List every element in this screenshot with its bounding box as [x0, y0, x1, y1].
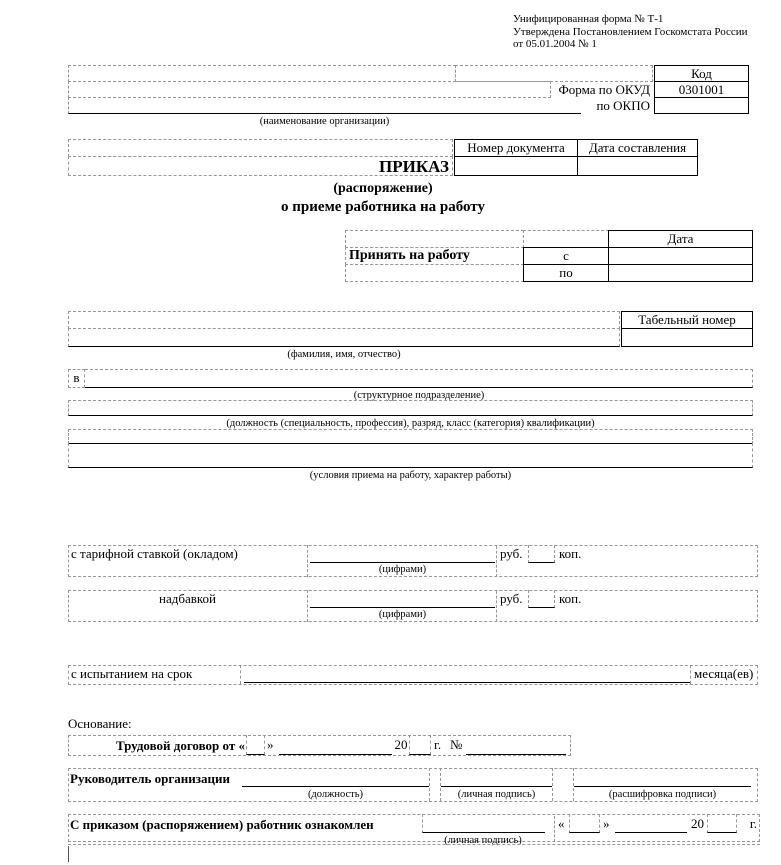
position-caption: (должность (специальность, профессия), разряд, класс (категория) квалификации) — [226, 418, 595, 429]
ack-year-field[interactable] — [707, 814, 737, 833]
okud-value-cell: 0301001 — [654, 81, 749, 98]
code-header-cell: Код — [654, 65, 749, 82]
form-approved-line: Утверждена Постановлением Госкомстата России — [513, 25, 748, 38]
allowance-digits-caption: (цифрами) — [378, 609, 427, 620]
conditions-caption: (условия приема на работу, характер работы) — [309, 470, 512, 481]
basis-day-field[interactable] — [246, 735, 265, 755]
head-label: Руководитель организации — [70, 771, 230, 786]
basis-title: Основание: — [68, 716, 132, 731]
basis-number-field[interactable] — [466, 735, 566, 755]
allowance-kop-label: коп. — [559, 591, 582, 606]
employee-name-cell-1[interactable] — [68, 311, 620, 329]
order-title: ПРИКАЗ — [379, 157, 449, 176]
probation-unit-label: месяца(ев) — [690, 665, 758, 684]
hire-date-header: Дата — [608, 230, 753, 248]
okpo-value-cell[interactable] — [654, 97, 749, 114]
tariff-amount-field[interactable] — [310, 545, 495, 563]
probation-label: с испытанием на срок — [68, 665, 241, 684]
okpo-label: по ОКПО — [596, 98, 650, 113]
unit-field[interactable] — [85, 369, 753, 388]
hire-label-cell — [345, 247, 524, 265]
unit-caption: (структурное подразделение) — [353, 390, 485, 401]
text-cursor-mark — [68, 846, 70, 862]
head-gap-cell-2 — [552, 768, 574, 801]
ack-day-field[interactable] — [569, 814, 600, 833]
basis-close-quote: » — [267, 737, 274, 752]
basis-year-field[interactable] — [409, 735, 431, 755]
hire-spacer-cell-1 — [345, 230, 524, 248]
org-name-cell-1[interactable] — [68, 65, 456, 82]
tariff-kop-field[interactable] — [528, 545, 555, 563]
ack-open-quote: « — [554, 816, 566, 842]
basis-year-suffix: г. — [434, 737, 442, 752]
doc-date-header: Дата составления — [577, 139, 698, 157]
hire-label: Принять на работу — [349, 248, 470, 263]
hire-spacer-cell-3 — [523, 230, 609, 248]
ack-year-suffix: г. — [749, 816, 757, 831]
ack-label: С приказом (распоряжением) работник ознакомлен — [70, 817, 374, 832]
head-gap-cell-1 — [429, 768, 441, 801]
org-name-cell-2[interactable] — [455, 65, 653, 82]
tariff-digits-caption: (цифрами) — [378, 564, 427, 575]
okud-label: Форма по ОКУД — [558, 82, 650, 97]
conditions-field-1[interactable] — [68, 429, 753, 444]
head-position-field[interactable] — [242, 768, 429, 787]
doc-number-field[interactable] — [454, 156, 578, 176]
personnel-number-field[interactable] — [621, 328, 753, 347]
hire-spacer-cell-2 — [345, 264, 524, 282]
doc-date-field[interactable] — [577, 156, 698, 176]
employee-name-caption: (фамилия, имя, отчество) — [287, 349, 401, 360]
tariff-kop-label: коп. — [559, 546, 582, 561]
conditions-field-2[interactable] — [68, 443, 753, 468]
head-signature-caption: (личная подпись) — [457, 789, 536, 800]
employee-name-field[interactable] — [68, 328, 620, 347]
basis-century: 20 — [394, 737, 408, 752]
hire-to-date-field[interactable] — [608, 264, 753, 282]
allowance-rub-label: руб. — [496, 591, 527, 622]
bottom-dashed-rule — [68, 844, 760, 845]
ack-month-field[interactable] — [615, 814, 687, 833]
form-date-line: от 05.01.2004 № 1 — [513, 38, 597, 50]
allowance-label: надбавкой — [68, 590, 308, 622]
form-name-line: Унифицированная форма № Т-1 — [513, 13, 664, 25]
ack-close-quote: » — [603, 816, 610, 831]
order-subtitle: (распоряжение) — [333, 181, 433, 196]
personnel-number-header: Табельный номер — [621, 311, 753, 329]
doc-number-header: Номер документа — [454, 139, 578, 157]
basis-contract-label: Трудовой договор от « — [115, 738, 245, 753]
allowance-amount-field[interactable] — [310, 590, 495, 608]
org-name-caption: (наименование организации) — [259, 116, 390, 127]
position-field[interactable] — [68, 400, 753, 416]
allowance-kop-field[interactable] — [528, 590, 555, 608]
order-subject: о приеме работника на работу — [281, 199, 485, 215]
order-title-cell-1 — [68, 139, 453, 157]
hire-from-label: с — [523, 247, 609, 265]
basis-month-field[interactable] — [279, 735, 392, 755]
ack-signature-field[interactable] — [422, 814, 545, 833]
ack-century: 20 — [691, 816, 704, 831]
hire-from-date-field[interactable] — [608, 247, 753, 265]
head-signature-field[interactable] — [441, 768, 552, 787]
basis-number-sign: № — [450, 737, 463, 752]
head-name-field[interactable] — [574, 768, 751, 787]
ack-signature-caption: (личная подпись) — [444, 835, 522, 846]
probation-term-field[interactable] — [244, 665, 690, 683]
in-label-cell: в — [68, 369, 85, 388]
hire-to-label: по — [523, 264, 609, 282]
tariff-rub-label: руб. — [496, 546, 527, 577]
tariff-label: с тарифной ставкой (окладом) — [68, 545, 308, 577]
form-approval-note — [513, 13, 779, 51]
head-position-caption: (должность) — [307, 789, 364, 800]
head-name-caption: (расшифровка подписи) — [608, 789, 717, 800]
